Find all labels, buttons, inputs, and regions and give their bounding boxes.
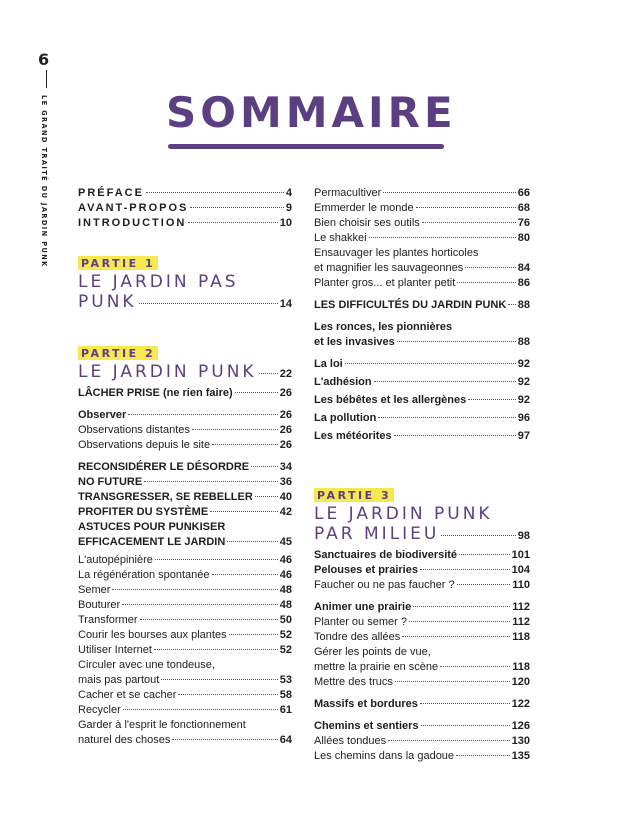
page-title: SOMMAIRE <box>166 88 457 137</box>
toc-entry-trucs[interactable]: Mettre des trucs 120 <box>314 676 530 688</box>
toc-entry-bebetes[interactable]: Les bébêtes et les allergènes 92 <box>314 394 530 406</box>
toc-entry-tondre[interactable]: Tondre des allées 118 <box>314 631 530 643</box>
toc-entry-gadoue[interactable]: Les chemins dans la gadoue 135 <box>314 750 530 762</box>
partie2-label: PARTIE 2 <box>78 346 158 360</box>
toc-entry-regeneration[interactable]: La régénération spontanée 46 <box>78 569 292 581</box>
toc-entry-observations-site[interactable]: Observations depuis le site 26 <box>78 439 292 451</box>
toc-entry-transformer[interactable]: Transformer 50 <box>78 614 292 626</box>
partie2-header <box>78 344 292 362</box>
title-underline <box>168 144 444 149</box>
toc-entry-meteorites[interactable]: Les météorites 97 <box>314 430 530 442</box>
toc-entry-shakkei[interactable]: Le shakkei 80 <box>314 232 530 244</box>
toc-entry-loi[interactable]: La loi 92 <box>314 358 530 370</box>
toc-entry-emmerder[interactable]: Emmerder le monde 68 <box>314 202 530 214</box>
partie1-label: PARTIE 1 <box>78 256 158 270</box>
toc-entry-circuler[interactable]: mais pas partout 53 <box>78 674 292 686</box>
running-head: LE GRAND TRAITÉ DU JARDIN PUNK <box>40 95 48 268</box>
toc-entry-autopepiniere[interactable]: L'autopépinière 46 <box>78 554 292 566</box>
toc-entry-semer[interactable]: Semer 48 <box>78 584 292 596</box>
toc-entry-avant-propos[interactable]: AVANT-PROPOS 9 <box>78 202 292 214</box>
page-number: 6 <box>38 50 50 69</box>
toc-entry-gerer[interactable]: mettre la prairie en scène 118 <box>314 661 530 673</box>
toc-entry-massifs[interactable]: Massifs et bordures 122 <box>314 698 530 710</box>
toc-entry-lacher-prise[interactable]: LÂCHER PRISE (ne rien faire) 26 <box>78 387 292 399</box>
toc-entry-courir[interactable]: Courir les bourses aux plantes 52 <box>78 629 292 641</box>
toc-entry-sanctuaires[interactable]: Sanctuaires de biodiversité 101 <box>314 549 530 561</box>
toc-entry-bouturer[interactable]: Bouturer 48 <box>78 599 292 611</box>
toc-entry-difficultes[interactable]: LES DIFFICULTÉS DU JARDIN PUNK 88 <box>314 299 530 311</box>
toc-right-column <box>314 186 530 764</box>
toc-entry-internet[interactable]: Utiliser Internet 52 <box>78 644 292 656</box>
toc-entry-profiter[interactable]: PROFITER DU SYSTÈME 42 <box>78 506 292 518</box>
toc-entry-permacultiver[interactable]: Permacultiver 66 <box>314 187 530 199</box>
partie1-title-line1: LE JARDIN PAS <box>78 272 239 292</box>
toc-entry-partie2[interactable]: LE JARDIN PUNK 22 <box>78 362 292 382</box>
toc-entry-ronces[interactable]: et les invasives 88 <box>314 336 530 348</box>
toc-entry-chemins[interactable]: Chemins et sentiers 126 <box>314 720 530 732</box>
partie3-title-line1: LE JARDIN PUNK <box>314 504 493 524</box>
toc-entry-cacher[interactable]: Cacher et se cacher 58 <box>78 689 292 701</box>
toc-entry-no-future[interactable]: NO FUTURE 36 <box>78 476 292 488</box>
partie3-header <box>314 486 530 504</box>
toc-entry-pollution[interactable]: La pollution 96 <box>314 412 530 424</box>
toc-entry-garder[interactable]: naturel des choses 64 <box>78 734 292 746</box>
toc-left-column <box>78 186 292 748</box>
spine-rule <box>46 70 47 88</box>
toc-entry-gerer-line1[interactable]: Gérer les points de vue, <box>314 646 431 658</box>
toc-entry-adhesion[interactable]: L'adhésion 92 <box>314 376 530 388</box>
toc-entry-partie1[interactable]: PUNK 14 <box>78 292 292 312</box>
toc-entry-allees-tondues[interactable]: Allées tondues 130 <box>314 735 530 747</box>
toc-entry-partie3[interactable]: PAR MILIEU 98 <box>314 524 530 544</box>
partie3-label: PARTIE 3 <box>314 488 394 502</box>
toc-entry-ronces-line1[interactable]: Les ronces, les pionnières <box>314 321 453 333</box>
partie1-header <box>78 254 292 272</box>
toc-entry-introduction[interactable]: INTRODUCTION 10 <box>78 217 292 229</box>
toc-entry-animer[interactable]: Animer une prairie 112 <box>314 601 530 613</box>
toc-entry-faucher[interactable]: Faucher ou ne pas faucher ? 110 <box>314 579 530 591</box>
toc-entry-observer[interactable]: Observer 26 <box>78 409 292 421</box>
toc-entry-preface[interactable]: PRÉFACE 4 <box>78 187 292 199</box>
toc-entry-astuces-line1[interactable]: ASTUCES POUR PUNKISER <box>78 521 226 533</box>
toc-entry-ensauvager-line1[interactable]: Ensauvager les plantes horticoles <box>314 247 479 259</box>
toc-entry-recycler[interactable]: Recycler 61 <box>78 704 292 716</box>
toc-entry-planter-semer[interactable]: Planter ou semer ? 112 <box>314 616 530 628</box>
toc-entry-planter[interactable]: Planter gros... et planter petit 86 <box>314 277 530 289</box>
toc-entry-pelouses[interactable]: Pelouses et prairies 104 <box>314 564 530 576</box>
toc-entry-reconsiderer[interactable]: RECONSIDÉRER LE DÉSORDRE 34 <box>78 461 292 473</box>
toc-entry-ensauvager[interactable]: et magnifier les sauvageonnes 84 <box>314 262 530 274</box>
toc-entry-outils[interactable]: Bien choisir ses outils 76 <box>314 217 530 229</box>
toc-entry-garder-line1[interactable]: Garder à l'esprit le fonctionnement <box>78 719 246 731</box>
toc-entry-observations-distantes[interactable]: Observations distantes 26 <box>78 424 292 436</box>
toc-entry-circuler-line1[interactable]: Circuler avec une tondeuse, <box>78 659 215 671</box>
toc-entry-astuces[interactable]: EFFICACEMENT LE JARDIN 45 <box>78 536 292 548</box>
toc-entry-transgresser[interactable]: TRANSGRESSER, SE REBELLER 40 <box>78 491 292 503</box>
